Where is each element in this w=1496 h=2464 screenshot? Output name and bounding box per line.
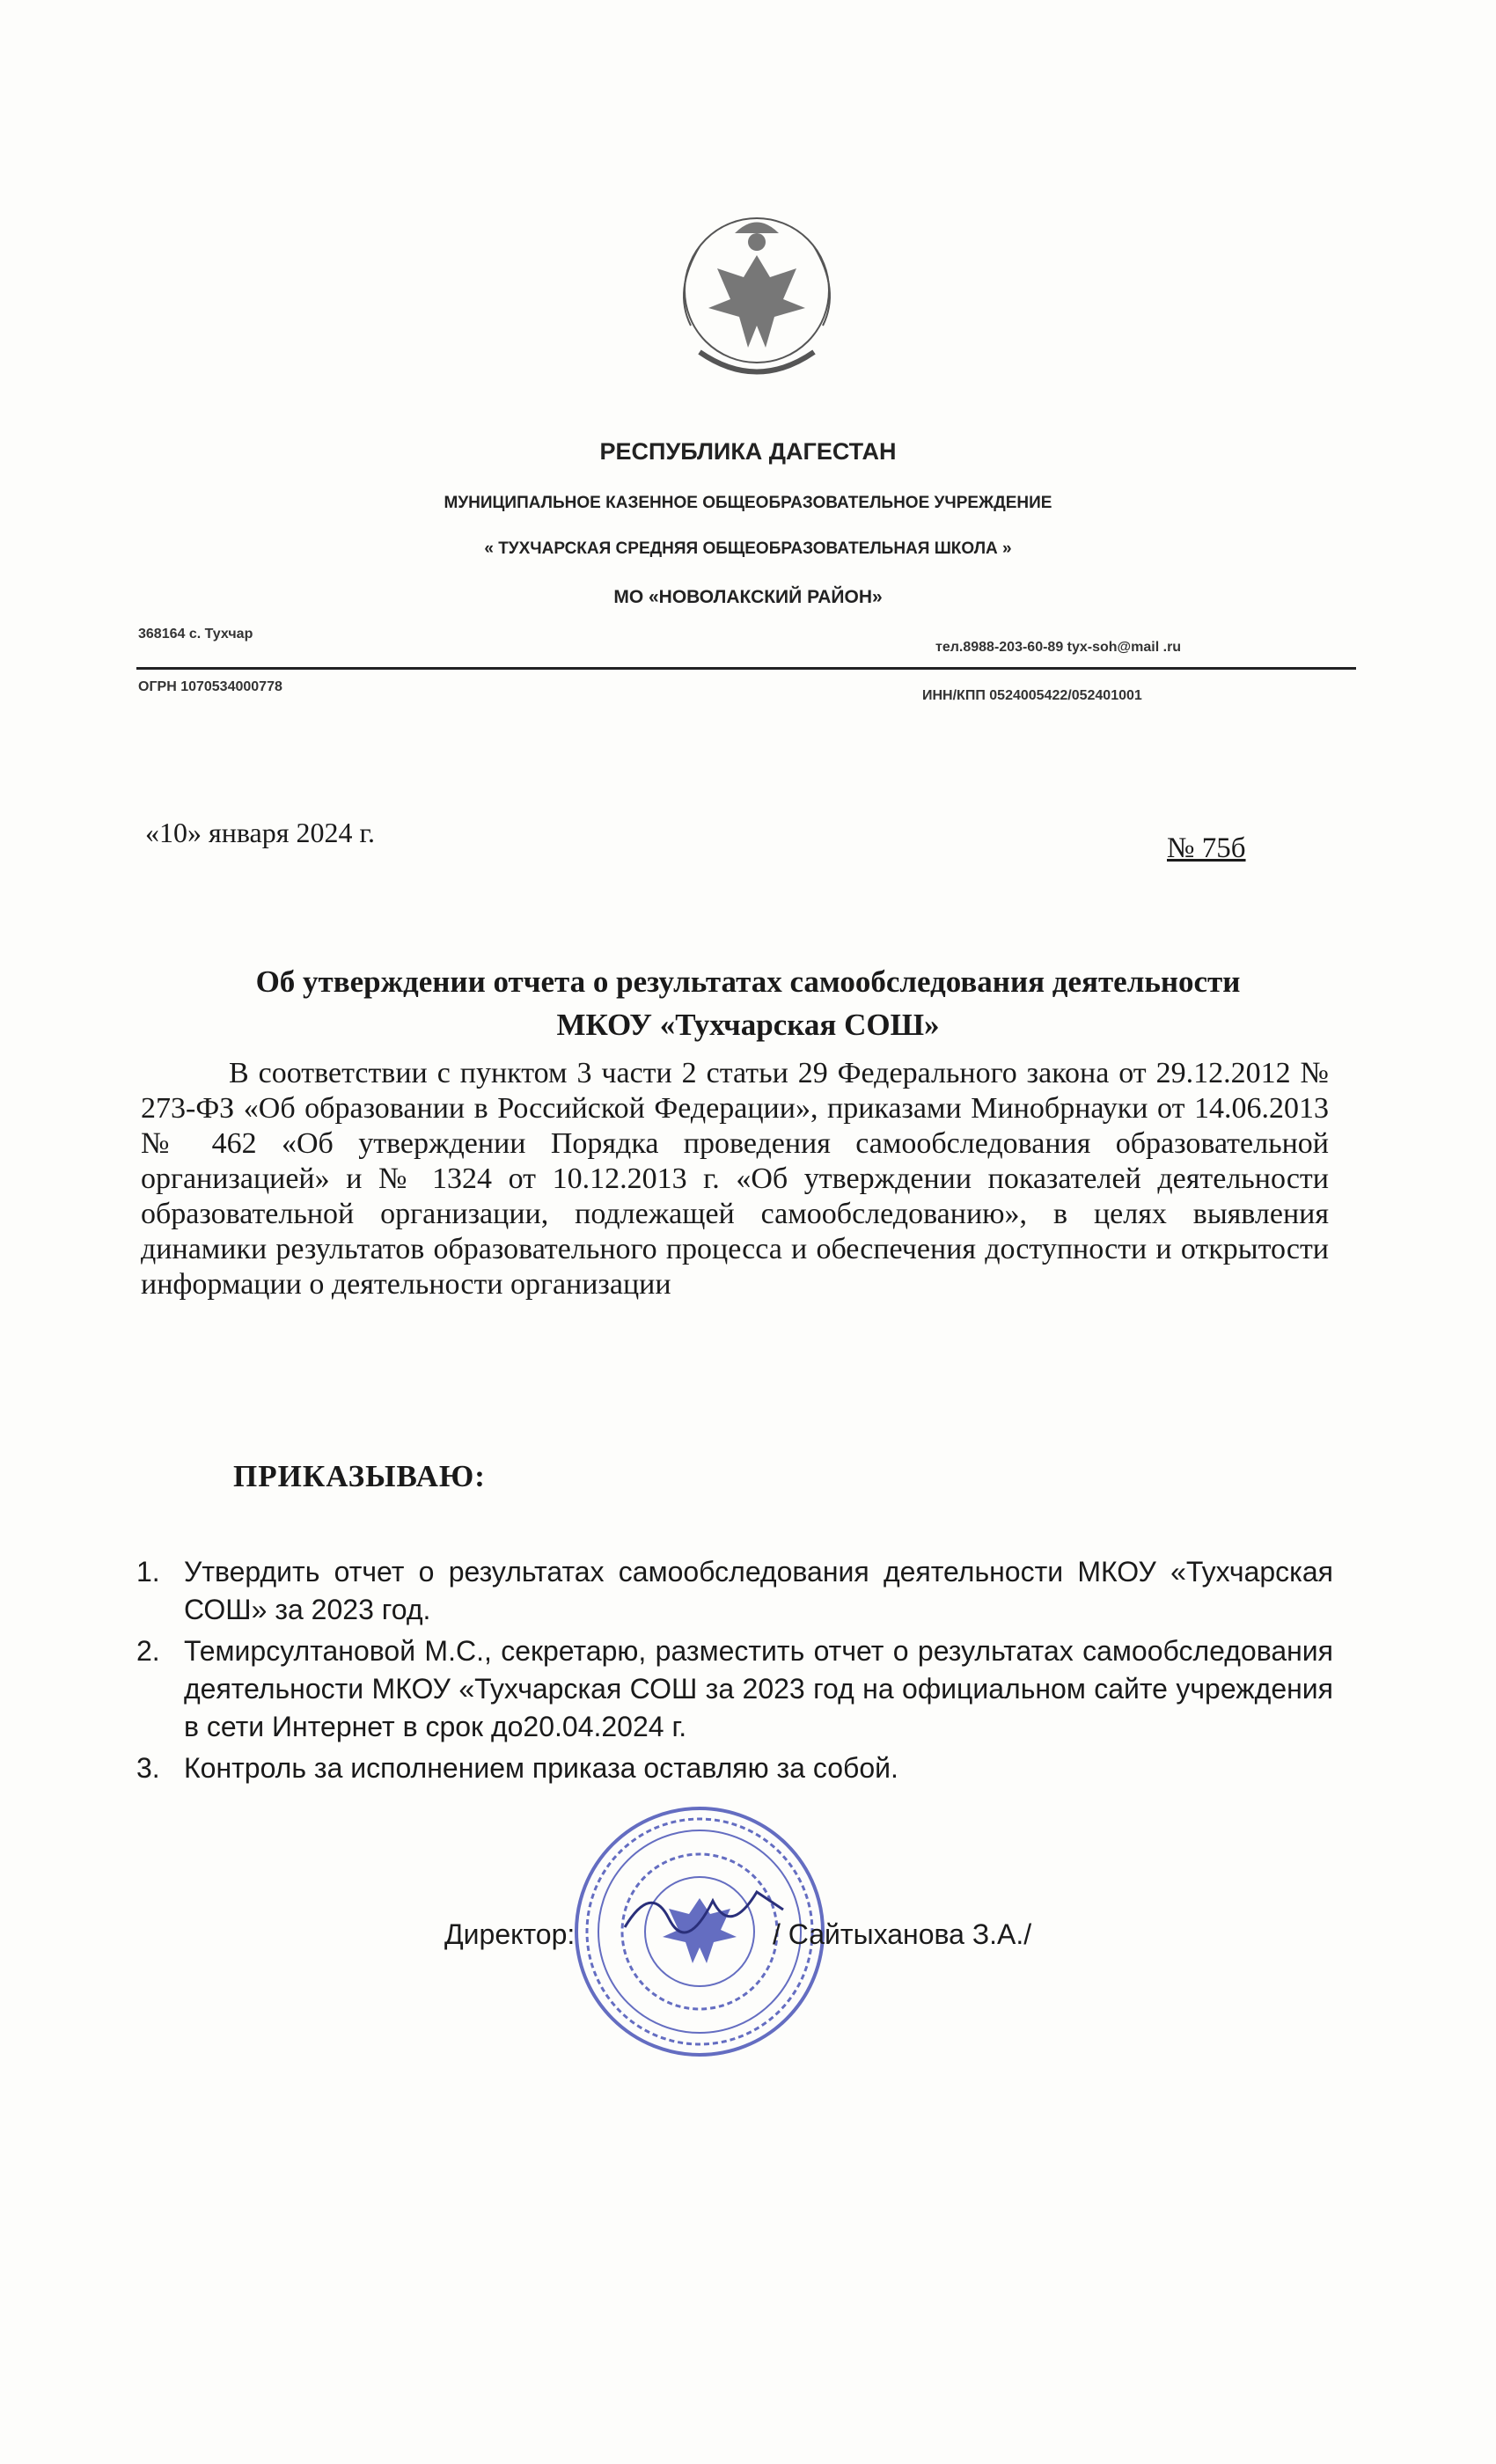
municipality: МО «НОВОЛАКСКИЙ РАЙОН» <box>613 587 883 607</box>
list-item: 1. Утвердить отчет о результатах самообследования деятельности МКОУ «Тухчарская СОШ» за 2023 год. <box>136 1556 1333 1625</box>
order-items <box>128 1553 1333 1791</box>
signature-title: Директор: <box>444 1918 576 1950</box>
school-name: « ТУХЧАРСКАЯ СРЕДНЯЯ ОБЩЕОБРАЗОВАТЕЛЬНАЯ ШКОЛА » <box>484 539 1012 558</box>
order-date: «10» января 2024 г. <box>145 817 375 848</box>
list-item: 2. Темирсултановой М.С., секретарю, разместить отчет о результатах самообследования деятельности МКОУ «Тухчарская СОШ за 2023 год на официальном сайте учреждения в сети Интернет в срок до20.04.2024 г. <box>136 1635 1333 1742</box>
list-item: 3. Контроль за исполнением приказа оставляю за собой. <box>136 1752 898 1784</box>
institution-type: МУНИЦИПАЛЬНОЕ КАЗЕННОЕ ОБЩЕОБРАЗОВАТЕЛЬНОЕ УЧРЕЖДЕНИЕ <box>444 494 1052 512</box>
signature-name: / Сайтыханова З.А./ <box>773 1918 1032 1950</box>
republic-name: РЕСПУБЛИКА ДАГЕСТАН <box>599 438 897 465</box>
directive-heading: ПРИКАЗЫВАЮ: <box>233 1459 486 1493</box>
address: 368164 с. Тухчар <box>138 627 253 642</box>
director-signature-icon <box>616 1874 792 1945</box>
order-title-line2: МКОУ «Тухчарская СОШ» <box>556 1008 940 1042</box>
dagestan-emblem-icon <box>638 194 876 405</box>
inn-kpp: ИНН/КПП 0524005422/052401001 <box>922 688 1142 703</box>
preamble-text: В соответствии с пунктом 3 части 2 статьи 29 Федерального закона от 29.12.2012 № 273-ФЗ «Об образовании в Российской Федерации», приказами Минобрнауки от 14.06.2013 № 462 «Об утверждении Порядка проведения самообследования образовательной организацией» и № 1324 от 10.12.2013 г. «Об утверждении показателей деятельности образовательной организации, подлежащей самообследованию», в целях выявления динамики результатов образовательного процесса и обеспечения доступности и открытости информации о деятельности организации <box>141 1057 1329 1301</box>
header-divider <box>136 667 1356 670</box>
order-number: № 75б <box>1167 832 1246 864</box>
phone-email: тел.8988-203-60-89 tyx-soh@mail .ru <box>935 640 1182 655</box>
preamble <box>141 1056 1329 1302</box>
order-title-line1: Об утверждении отчета о результатах самообследования деятельности <box>255 964 1241 999</box>
ogrn: ОГРН 1070534000778 <box>138 679 282 694</box>
